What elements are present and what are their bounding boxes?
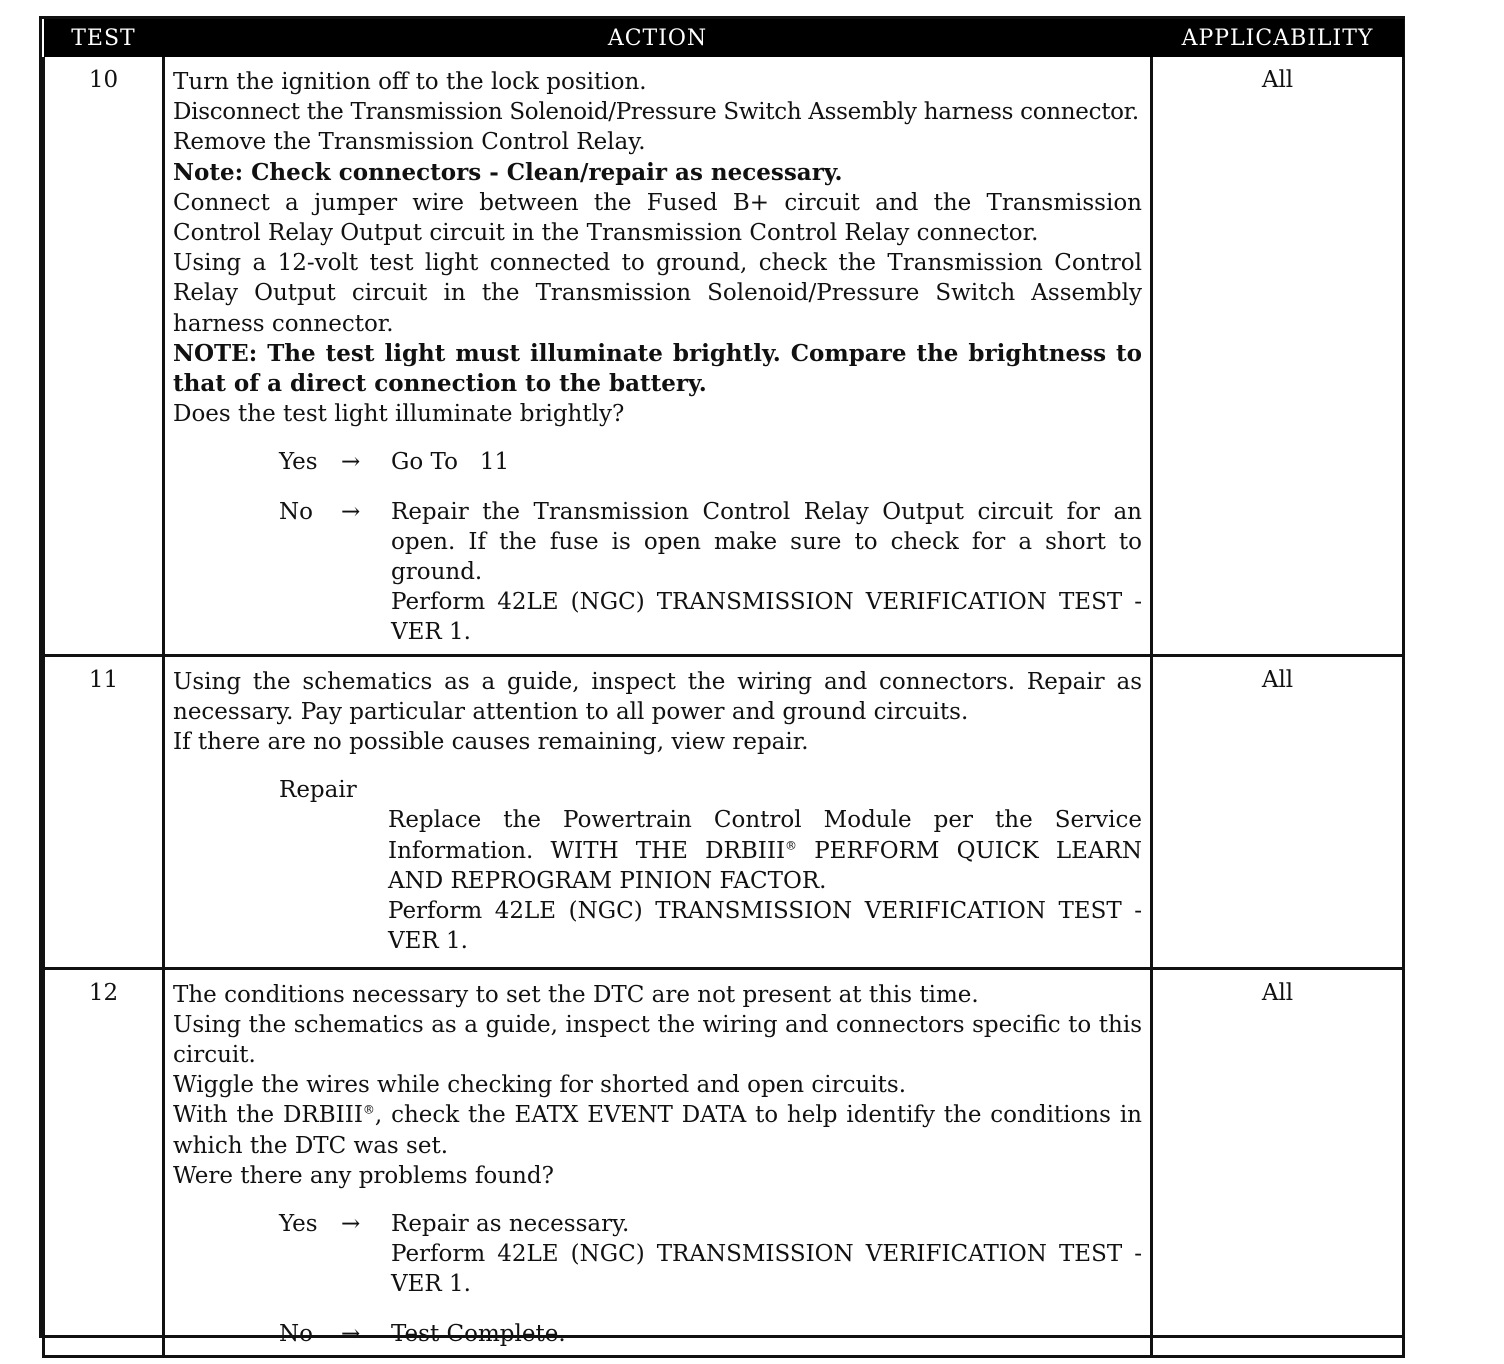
applicability-cell: All: [1152, 968, 1404, 1356]
outcome-no: [279, 1319, 1142, 1349]
outcome-yes: [279, 447, 1142, 477]
outcome-yes: [279, 1209, 1142, 1300]
table-row: [44, 968, 1404, 1356]
repair-text: Perform 42LE (NGC) TRANSMISSION VERIFICATION TEST - VER 1.: [388, 898, 1142, 955]
diagnostic-table: [39, 16, 1405, 1347]
repair-label: Repair: [279, 777, 357, 804]
registered-mark: ®: [785, 838, 798, 853]
action-cell: [164, 57, 1152, 655]
outcome-label: No: [279, 1320, 313, 1347]
header-test: TEST: [44, 19, 164, 57]
action-note: Note: Check connectors - Clean/repair as necessary.: [173, 158, 843, 186]
outcome-body: [391, 497, 1142, 648]
applicability-cell: All: [1152, 57, 1404, 655]
action-question: Were there any problems found?: [173, 1162, 554, 1189]
drb-text-b: , check the EATX EVENT DATA to help identify the conditions in which the DTC was set.: [173, 1102, 1142, 1159]
action-line: Using the schematics as a guide, inspect the wiring and connectors specific to this circuit.: [173, 1011, 1142, 1069]
arrow-icon: →: [341, 498, 361, 525]
action-line: The conditions necessary to set the DTC are not present at this time.: [173, 981, 979, 1008]
action-line: Turn the ignition off to the lock position.: [173, 69, 647, 95]
action-line: [173, 1100, 1142, 1160]
outcomes: [173, 1209, 1142, 1349]
table-row: [44, 655, 1404, 968]
action-cell: [164, 655, 1152, 968]
outcome-body: [391, 1209, 1142, 1300]
outcome-text: Go To 11: [391, 449, 510, 476]
repair-body: [388, 805, 1142, 956]
action-line: Wiggle the wires while checking for shorted and open circuits.: [173, 1072, 907, 1099]
repair-text: [388, 805, 1142, 896]
test-table: [42, 19, 1405, 1358]
action-question: Does the test light illuminate brightly?: [173, 401, 625, 428]
outcome-text: Perform 42LE (NGC) TRANSMISSION VERIFICATION TEST - VER 1.: [391, 589, 1142, 646]
outcome-text: Repair as necessary.: [391, 1211, 630, 1238]
outcome-text: Repair the Transmission Control Relay Output circuit for an open. If the fuse is open make sure to check for a short to ground.: [391, 498, 1142, 586]
action-line: Remove the Transmission Control Relay.: [173, 129, 646, 156]
repair-text-a: Replace the Powertrain Control Module per the Service Information. WITH THE DRBIII: [388, 807, 1142, 864]
action-cell: [164, 968, 1152, 1356]
outcome-text: Perform 42LE (NGC) TRANSMISSION VERIFICATION TEST - VER 1.: [391, 1241, 1142, 1298]
header-applicability: APPLICABILITY: [1152, 19, 1404, 57]
outcome-text: Test Complete.: [391, 1320, 566, 1347]
arrow-icon: →: [341, 449, 361, 476]
test-number: 11: [44, 655, 164, 968]
outcome-no: [279, 497, 1142, 648]
outcomes: [173, 447, 1142, 647]
action-line: Disconnect the Transmission Solenoid/Pressure Switch Assembly harness connector.: [173, 99, 1139, 126]
outcome-label: Yes: [279, 449, 318, 476]
action-note: NOTE: The test light must illuminate brightly. Compare the brightness to that of a direct connection to the battery.: [173, 339, 1142, 398]
action-line: Using the schematics as a guide, inspect the wiring and connectors. Repair as necessary. Pay particular attention to all power and ground circuits.: [173, 668, 1142, 725]
test-number: 10: [44, 57, 164, 655]
drb-text-a: With the DRBIII: [173, 1102, 363, 1129]
arrow-icon: →: [341, 1211, 361, 1238]
header-action: ACTION: [164, 19, 1152, 57]
registered-mark: ®: [362, 1102, 375, 1117]
repair-text-b: PERFORM QUICK LEARN AND REPROGRAM PINION FACTOR.: [388, 837, 1142, 894]
action-line: If there are no possible causes remaining, view repair.: [173, 729, 809, 756]
arrow-icon: →: [341, 1320, 361, 1347]
header-row: [44, 19, 1404, 57]
outcome-label: No: [279, 498, 313, 525]
action-line: Connect a jumper wire between the Fused B+ circuit and the Transmission Control Relay Output circuit in the Transmission Control Relay connector.: [173, 189, 1142, 247]
outcome-label: Yes: [279, 1211, 318, 1238]
applicability-cell: All: [1152, 655, 1404, 968]
test-number: 12: [44, 968, 164, 1356]
action-line: Using a 12-volt test light connected to ground, check the Transmission Control Relay Output circuit in the Transmission Solenoid/Pressure Switch Assembly harness connector.: [173, 250, 1142, 337]
table-row: [44, 57, 1404, 655]
